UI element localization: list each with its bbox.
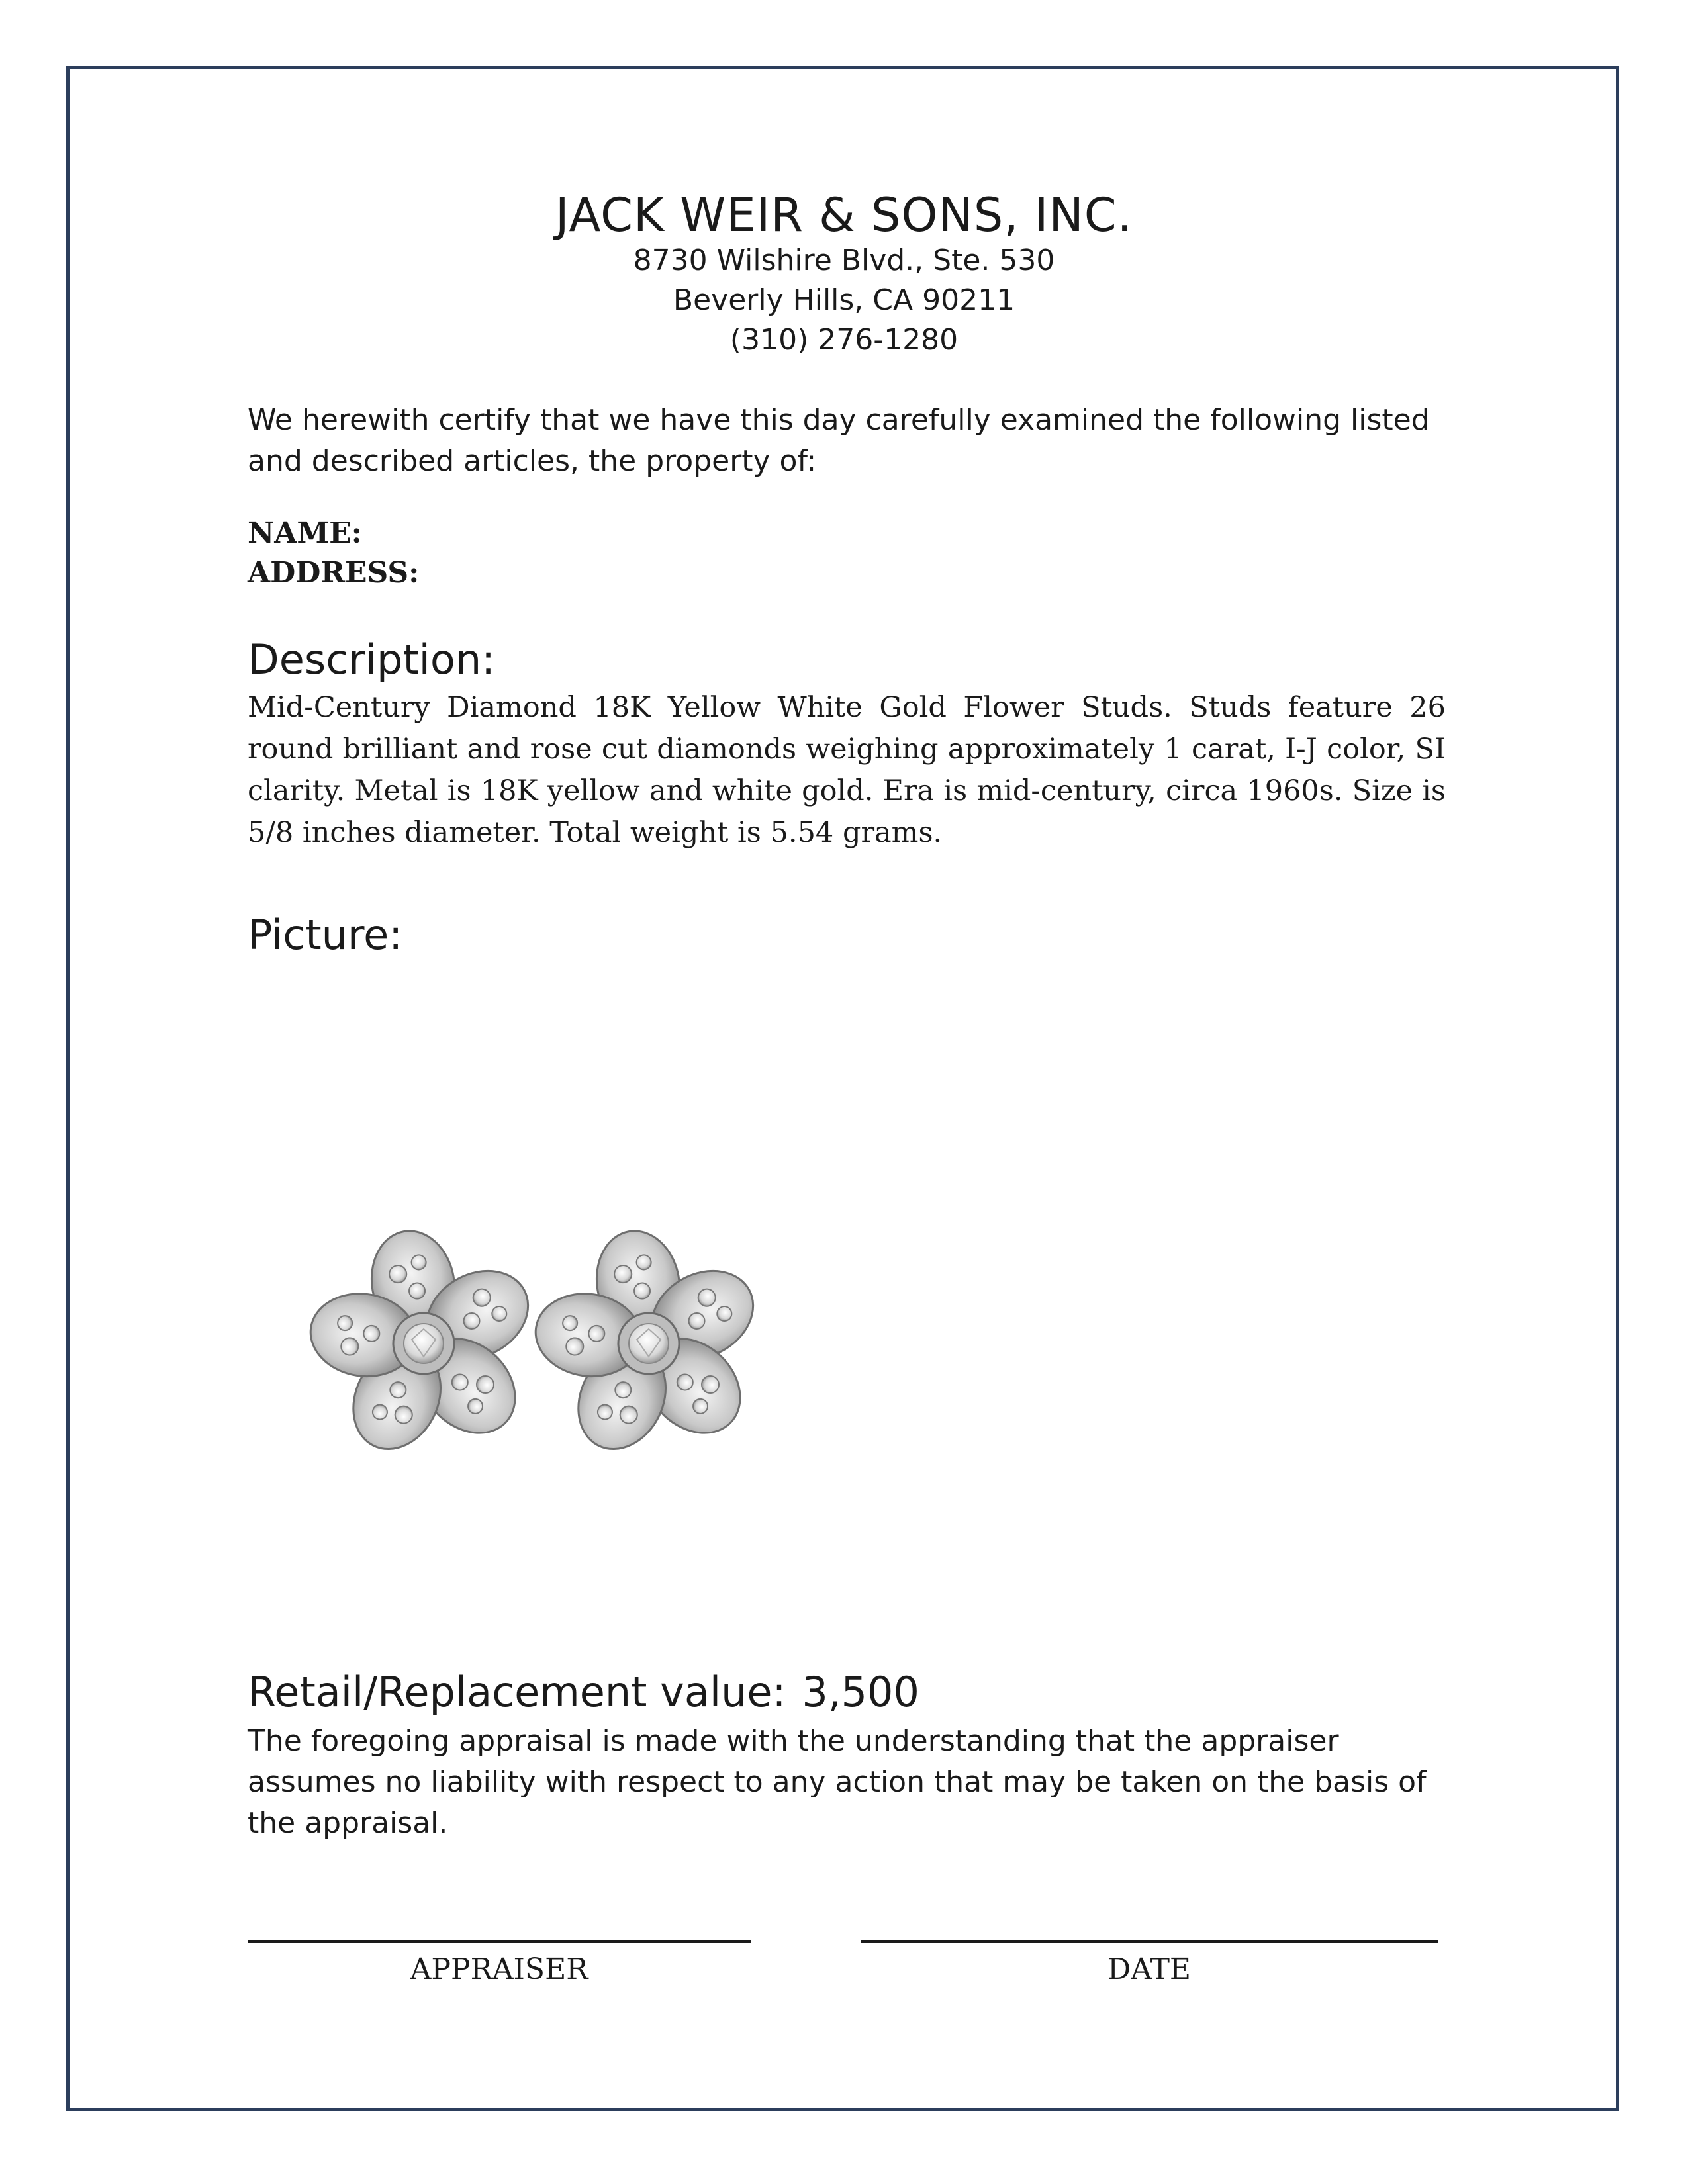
- appraiser-signature-line[interactable]: [248, 1940, 751, 1943]
- company-address-line2: Beverly Hills, CA 90211: [673, 283, 1015, 317]
- appraiser-label: APPRAISER: [410, 1952, 588, 1986]
- value-row: [248, 1668, 919, 1716]
- company-name: JACK WEIR & SONS, INC.: [555, 188, 1133, 242]
- date-label: DATE: [1107, 1952, 1192, 1986]
- description-text: Mid-Century Diamond 18K Yellow White Gold Flower Studs. Studs feature 26 round brilliant and rose cut diamonds weighing approximately 1 carat, I-J color, SI clarity. Metal is 18K yellow and white gold. Era is mid-century, circa 1960s. Size is 5/8 inches diameter. Total weight is 5.54 grams.: [248, 691, 1446, 849]
- value-label: Retail/Replacement value:: [248, 1668, 786, 1716]
- certification-statement: We herewith certify that we have this day carefully examined the following listed and described articles, the property of:: [248, 403, 1430, 478]
- name-label: NAME:: [248, 516, 362, 550]
- value-amount: 3,500: [802, 1668, 919, 1716]
- disclaimer-text: The foregoing appraisal is made with the understanding that the appraiser assumes no liability with respect to any action that may be taken on the basis of the appraisal.: [248, 1724, 1427, 1840]
- earrings-photo: [305, 1218, 781, 1463]
- address-label: ADDRESS:: [248, 556, 420, 590]
- picture-heading: Picture:: [248, 911, 403, 959]
- company-phone: (310) 276-1280: [729, 323, 959, 357]
- description-heading: Description:: [248, 635, 495, 684]
- company-address-line1: 8730 Wilshire Blvd., Ste. 530: [633, 244, 1055, 277]
- date-signature-line[interactable]: [861, 1940, 1438, 1943]
